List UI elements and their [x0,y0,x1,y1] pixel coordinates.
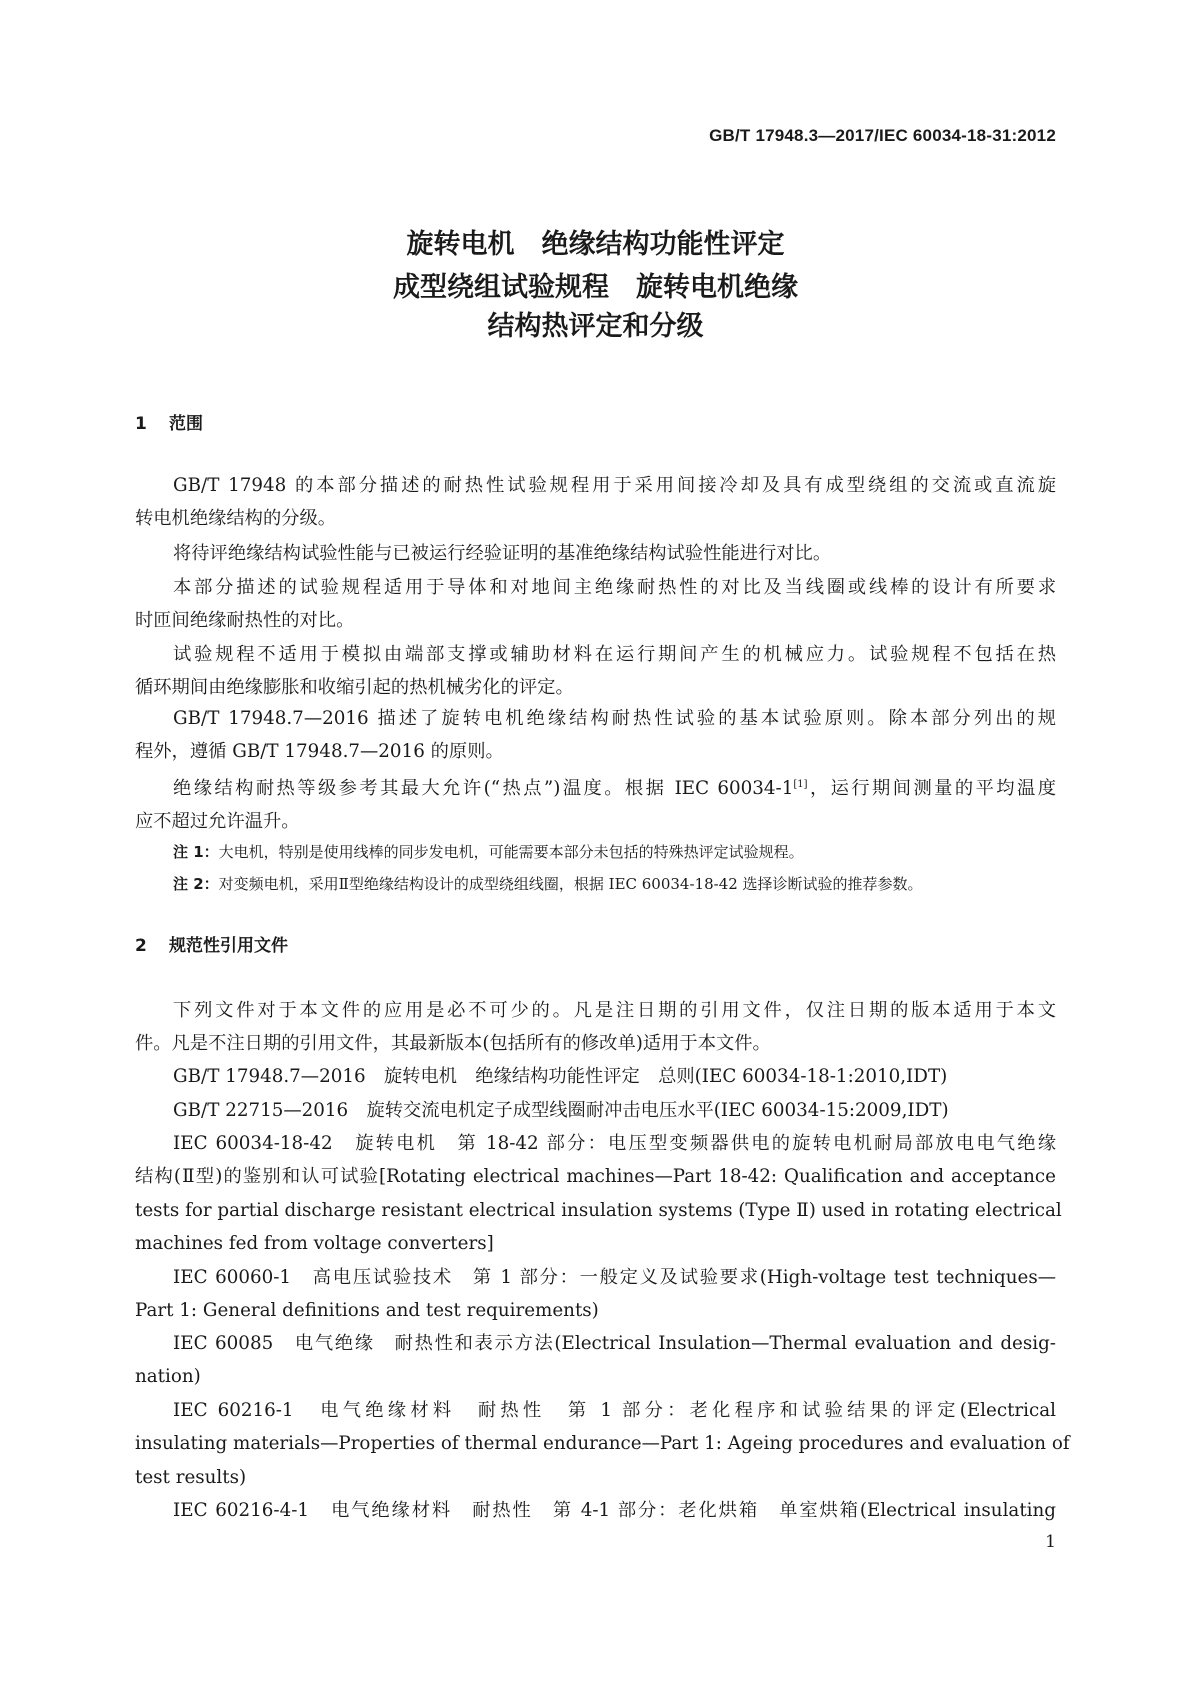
paragraph [135,638,1056,705]
citation-reference[interactable]: [1] [793,779,808,790]
text-run: ，运行期间测量的平均温度 [807,778,1056,800]
text-line: GB/T 22715—2016 旋转交流电机定子成型线圈耐冲击电压水平(IEC 60034-15:2009,IDT) [173,1100,949,1121]
reference-item [135,1394,1070,1494]
document-code-header: GB/T 17948.3—2017/IEC 60034-18-31:2012 [709,126,1056,145]
note-2 [173,872,1056,896]
text-line: 循环期间由绝缘膨胀和收缩引起的热机械劣化的评定。 [135,677,574,699]
text-line: 结构(Ⅱ型)的鉴别和认可试验[Rotating electrical machines—Part 18-42: Qualification and acceptance [135,1166,1056,1188]
text-line: 转电机绝缘结构的分级。 [135,508,337,530]
page-number: 1 [1045,1532,1056,1552]
text-line: insulating materials—Properties of thermal endurance—Part 1: Ageing procedures and evaluation of [135,1433,1070,1455]
text-line: 将待评绝缘结构试验性能与已被运行经验证明的基准绝缘结构试验性能进行对比。 [173,543,832,564]
text-line: IEC 60085 电气绝缘 耐热性和表示方法(Electrical Insulation—Thermal evaluation and desig- [173,1333,1056,1354]
text-line: 试验规程不适用于模拟由端部支撑或辅助材料在运行期间产生的机械应力。试验规程不包括在热 [173,644,1056,665]
text-line: 程外，遵循 GB/T 17948.7—2016 的原则。 [135,741,504,763]
reference-item [135,1094,1056,1127]
text-line: IEC 60034-18-42 旋转电机 第 18-42 部分：电压型变频器供电的旋转电机耐局部放电电气绝缘 [173,1133,1056,1154]
text-line: machines fed from voltage converters] [135,1232,494,1254]
text-line: GB/T 17948 的本部分描述的耐热性试验规程用于采用间接冷却及具有成型绕组的交流或直流旋 [173,475,1056,496]
section-title: 范围 [169,414,203,434]
text-line: 下列文件对于本文件的应用是必不可少的。凡是注日期的引用文件，仅注日期的版本适用于本文 [173,1000,1056,1021]
section-number: 2 [135,936,147,956]
reference-item [135,1327,1056,1394]
document-title-line-1: 旋转电机 绝缘结构功能性评定 [406,229,785,260]
note-text: 大电机，特别是使用线棒的同步发电机，可能需要本部分未包括的特殊热评定试验规程。 [218,843,804,861]
reference-item [135,1494,1056,1527]
section-2-heading [135,934,288,958]
reference-item [135,1127,1062,1260]
paragraph [135,702,1056,769]
text-line: Part 1: General definitions and test requirements) [135,1300,599,1322]
text-line: IEC 60216-1 电气绝缘材料 耐热性 第 1 部分：老化程序和试验结果的评定(Electrical [173,1400,1056,1421]
text-line: tests for partial discharge resistant electrical insulation systems (Type Ⅱ) used in rotating electrical [135,1199,1062,1221]
note-label: 注 2： [173,875,219,893]
paragraph [135,469,1056,536]
paragraph [135,571,1056,638]
text-line: test results) [135,1466,247,1488]
document-title-line-2: 成型绕组试验规程 旋转电机绝缘 [393,272,798,303]
text-line: 件。凡是不注日期的引用文件，其最新版本(包括所有的修改单)适用于本文件。 [135,1033,771,1055]
document-title-line-3: 结构热评定和分级 [487,311,704,342]
paragraph [135,994,1056,1061]
text-line: IEC 60060-1 高电压试验技术 第 1 部分：一般定义及试验要求(High-voltage test techniques— [173,1267,1056,1288]
reference-item [135,1060,1056,1093]
note-1 [173,840,1056,864]
text-line: GB/T 17948.7—2016 描述了旋转电机绝缘结构耐热性试验的基本试验原则。除本部分列出的规 [173,708,1056,729]
text-line: IEC 60216-4-1 电气绝缘材料 耐热性 第 4-1 部分：老化烘箱 单室烘箱(Electrical insulating [173,1500,1056,1521]
text-line: 本部分描述的试验规程适用于导体和对地间主绝缘耐热性的对比及当线圈或线棒的设计有所要求 [173,577,1056,598]
paragraph [135,768,1056,839]
text-line: 应不超过允许温升。 [135,811,300,833]
text-line: 时匝间绝缘耐热性的对比。 [135,610,355,632]
text-line [135,768,1056,805]
note-text: 对变频电机，采用Ⅱ型绝缘结构设计的成型绕组线圈，根据 IEC 60034-18-42 选择诊断试验的推荐参数。 [218,875,923,893]
text-line: GB/T 17948.7—2016 旋转电机 绝缘结构功能性评定 总则(IEC 60034-18-1:2010,IDT) [173,1066,948,1087]
paragraph [135,537,1056,570]
text-line: nation) [135,1366,201,1388]
section-1-heading [135,412,203,436]
section-title: 规范性引用文件 [169,936,288,956]
note-label: 注 1： [173,843,219,861]
text-run: 绝缘结构耐热等级参考其最大允许(“热点”)温度。根据 IEC 60034-1 [173,778,794,800]
section-number: 1 [135,414,147,434]
reference-item [135,1261,1056,1328]
